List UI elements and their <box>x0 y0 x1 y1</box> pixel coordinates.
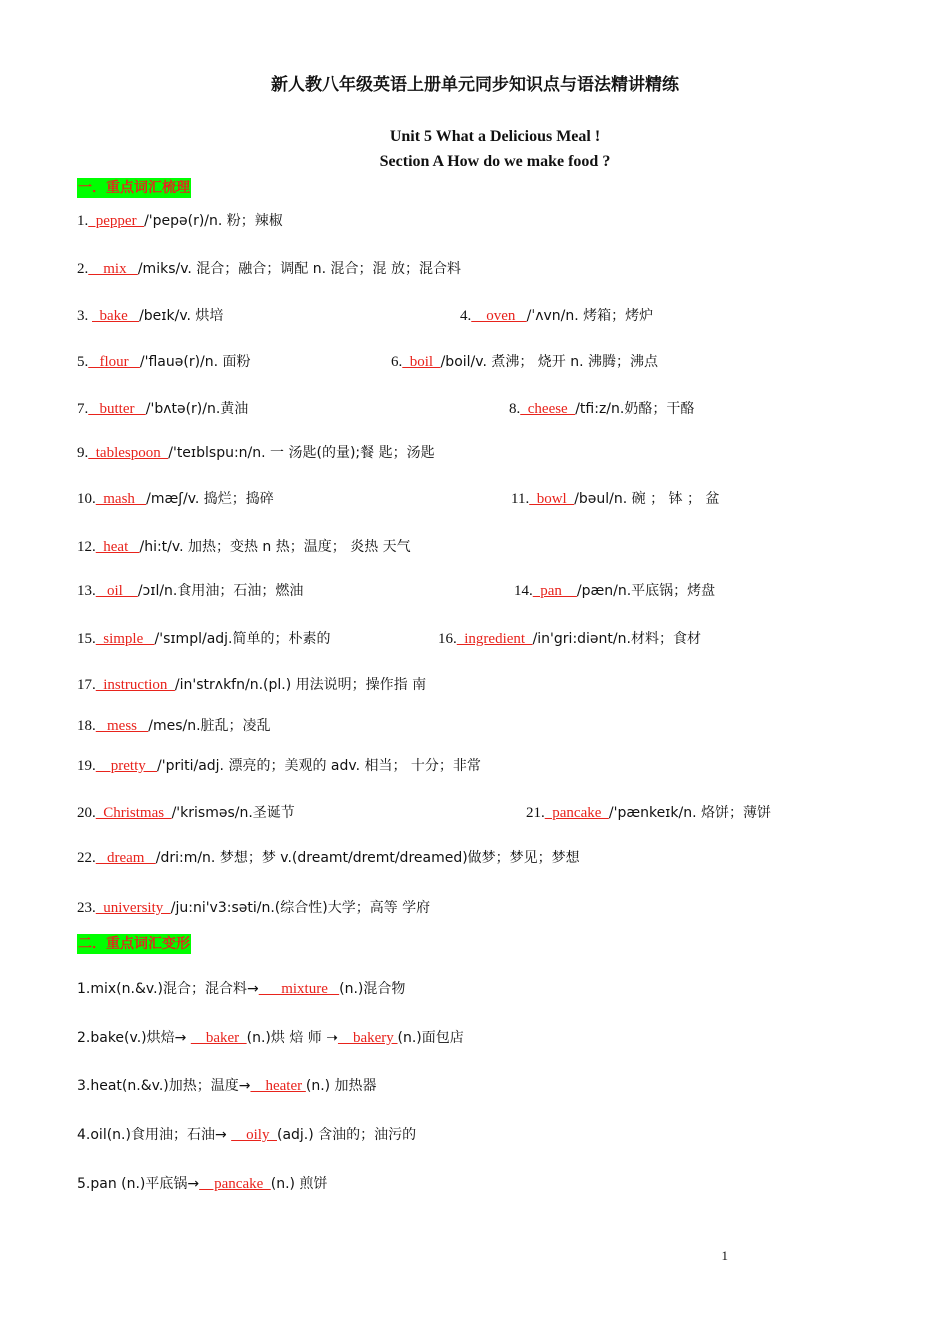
vocab-item: 15. simple /'sɪmpl/adj.简单的；朴素的 <box>77 631 331 647</box>
vocab-item: 20. Christmas /'krisməs/n.圣诞节 <box>77 805 295 821</box>
vocab-item: 19. pretty /'priti/adj. 漂亮的；美观的 adv. 相当； 十分；非常 <box>77 758 481 774</box>
vocab-item: 16. ingredient /in'gri:diənt/n.材料；食材 <box>438 631 701 647</box>
vocab-item: 13. oil /ɔɪl/n.食用油；石油；燃油 <box>77 583 304 599</box>
vocab-item: 3. bake /beɪk/v. 烘培 <box>77 308 224 324</box>
vocab-item: 4. oven /ˈʌvn/n. 烤箱；烤炉 <box>460 308 654 324</box>
section-heading-vocab: 一．重点词汇梳理 <box>78 180 190 196</box>
vocab-item: 23. university /ju:ni'v3:səti/n.(综合性)大学；高等 学府 <box>77 900 431 916</box>
section-title: Section A How do we make food ? <box>379 153 611 170</box>
vocab-item: 11. bowl /bəul/n. 碗 ； 钵 ； 盆 <box>511 491 720 507</box>
vocab-item: 22. dream /dri:m/n. 梦想；梦 v.(dreamt/dremt/dreamed)做梦；梦见；梦想 <box>77 850 580 866</box>
vocab-item: 12. heat /hi:t/v. 加热；变热 n 热；温度； 炎热 天气 <box>77 539 411 555</box>
form-item: 5.pan (n.)平底锅→ pancake (n.) 煎饼 <box>77 1176 328 1192</box>
vocab-item: 2. mix /miks/v. 混合；融合；调配 n. 混合；混 放；混合料 <box>77 261 461 277</box>
page-number: 1 <box>721 1248 728 1263</box>
vocab-item: 10. mash /mæʃ/v. 捣烂；捣碎 <box>77 491 274 507</box>
form-item: 3.heat(n.&v.)加热；温度→ heater (n.) 加热器 <box>77 1078 377 1094</box>
document-title: 新人教八年级英语上册单元同步知识点与语法精讲精练 <box>271 75 679 95</box>
vocab-item: 17. instruction /in'strʌkfn/n.(pl.) 用法说明；操作指 南 <box>77 677 427 693</box>
vocab-item: 8. cheese /tfi:z/n.奶酪；干酪 <box>509 401 695 417</box>
vocab-item: 9. tablespoon /'teɪblspu:n/n. 一 汤匙(的量);餐 匙；汤匙 <box>77 445 435 461</box>
form-item: 1.mix(n.&v.)混合；混合料→ mixture (n.)混合物 <box>77 981 406 997</box>
vocab-item: 7. butter /'bʌtə(r)/n.黄油 <box>77 401 249 417</box>
vocab-item: 18. mess /mes/n.脏乱；凌乱 <box>77 718 271 734</box>
vocab-item: 5. flour /'flauə(r)/n. 面粉 <box>77 354 251 370</box>
unit-title: Unit 5 What a Delicious Meal ! <box>389 128 601 145</box>
vocab-item: 6. boil /boil/v. 煮沸； 烧开 n. 沸腾；沸点 <box>391 354 659 370</box>
vocab-item: 21. pancake /'pænkeɪk/n. 烙饼；薄饼 <box>526 805 771 821</box>
section-heading-forms: 二．重点词汇变形 <box>78 936 190 952</box>
vocab-item: 1. pepper /'pepə(r)/n. 粉；辣椒 <box>77 213 283 229</box>
form-item: 4.oil(n.)食用油；石油→ oily (adj.) 含油的；油污的 <box>77 1127 417 1143</box>
vocab-item: 14. pan /pæn/n.平底锅；烤盘 <box>514 583 716 599</box>
form-item: 2.bake(v.)烘焙→ baker (n.)烘 焙 师 ➝ bakery (n.)面包店 <box>77 1030 464 1046</box>
